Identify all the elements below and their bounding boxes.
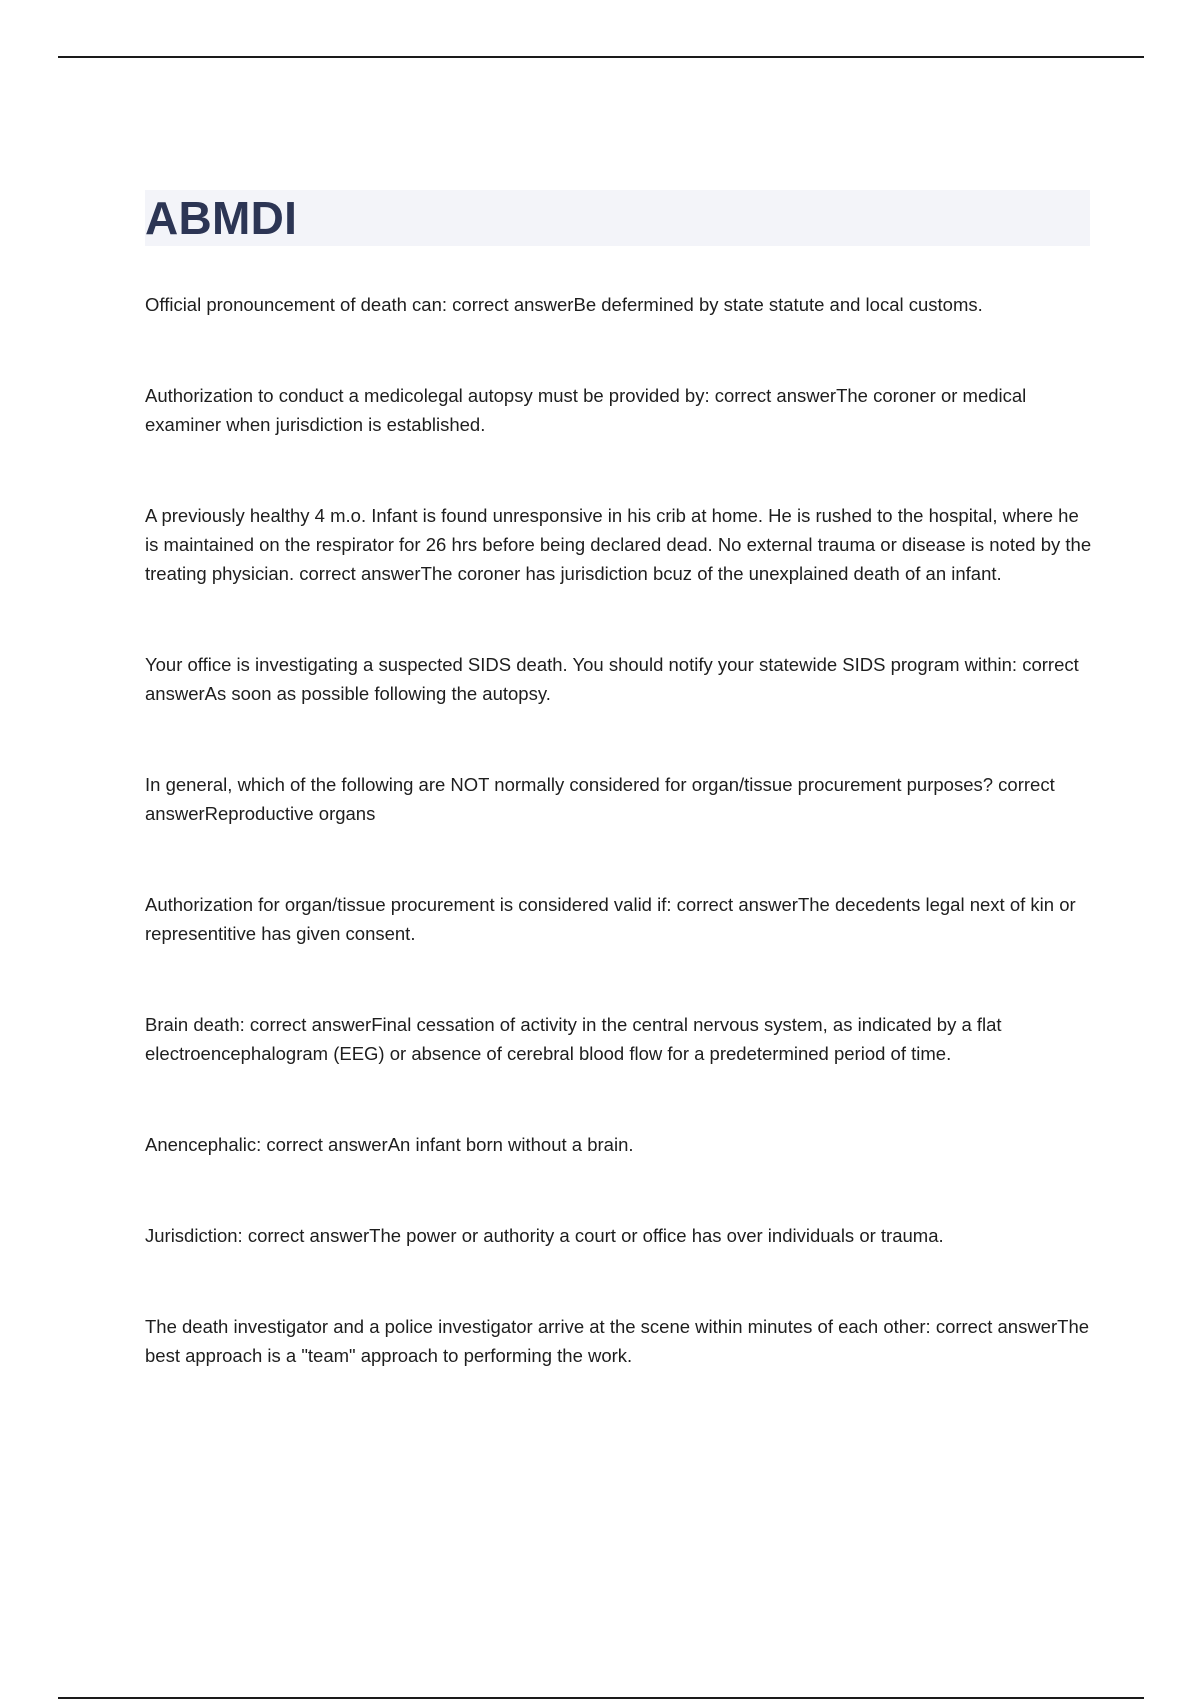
qa-item bbox=[145, 650, 1095, 708]
qa-item bbox=[145, 290, 1095, 319]
qa-item bbox=[145, 1221, 1095, 1250]
answer-text: The best approach is a "team" approach to performing the work. bbox=[145, 1316, 1090, 1366]
answer-text: Reproductive organs bbox=[204, 803, 376, 824]
document-title: ABMDI bbox=[145, 192, 298, 244]
qa-item bbox=[145, 381, 1095, 439]
bottom-rule bbox=[58, 1697, 1144, 1699]
question-text: A previously healthy 4 m.o. Infant is found unresponsive in his crib at home. He is rushed to the hospital, where he is maintained on the respirator for 26 hrs before being declared dead. No external trauma or disease is noted by the treating physician. bbox=[145, 505, 1092, 584]
answer-text: Final cessation of activity in the central nervous system, as indicated by a flat electroencephalogram (EEG) or absence of cerebral blood flow for a predetermined period of time. bbox=[145, 1014, 1002, 1064]
answer-prefix: correct answer bbox=[935, 1316, 1058, 1337]
question-text: Authorization for organ/tissue procurement is considered valid if: bbox=[145, 894, 677, 915]
qa-item bbox=[145, 1130, 1095, 1159]
answer-prefix: correct answer bbox=[145, 654, 1079, 704]
answer-prefix: correct answer bbox=[299, 563, 421, 584]
answer-prefix: correct answer bbox=[249, 1014, 372, 1035]
qa-item bbox=[145, 1312, 1095, 1370]
answer-text: The coroner or medical examiner when jurisdiction is established. bbox=[145, 385, 1027, 435]
question-text: Brain death: bbox=[145, 1014, 250, 1035]
title-band bbox=[145, 190, 1090, 246]
answer-prefix: correct answer bbox=[266, 1134, 388, 1155]
qa-item bbox=[145, 501, 1095, 588]
qa-list bbox=[145, 290, 1095, 1432]
top-rule bbox=[58, 56, 1144, 58]
qa-item bbox=[145, 890, 1095, 948]
question-text: Your office is investigating a suspected SIDS death. You should notify your statewide SIDS program within: bbox=[145, 654, 1023, 675]
answer-text: The power or authority a court or office has over individuals or trauma. bbox=[369, 1225, 944, 1246]
answer-text: The decedents legal next of kin or representitive has given consent. bbox=[145, 894, 1076, 944]
answer-text: As soon as possible following the autopsy. bbox=[204, 683, 551, 704]
question-text: In general, which of the following are NOT normally considered for organ/tissue procurement purposes? bbox=[145, 774, 999, 795]
question-text: Authorization to conduct a medicolegal autopsy must be provided by: bbox=[145, 385, 715, 406]
qa-item bbox=[145, 770, 1095, 828]
answer-prefix: correct answer bbox=[247, 1225, 370, 1246]
answer-prefix: correct answer bbox=[145, 774, 1055, 824]
question-text: Anencephalic: bbox=[145, 1134, 267, 1155]
question-text: Jurisdiction: bbox=[145, 1225, 248, 1246]
answer-prefix: correct answer bbox=[676, 894, 798, 915]
answer-prefix: correct answer bbox=[452, 294, 574, 315]
answer-prefix: correct answer bbox=[714, 385, 837, 406]
answer-text: Be defermined by state statute and local customs. bbox=[573, 294, 983, 315]
question-text: The death investigator and a police investigator arrive at the scene within minutes of each other: bbox=[145, 1316, 936, 1337]
answer-text: An infant born without a brain. bbox=[387, 1134, 634, 1155]
qa-item bbox=[145, 1010, 1095, 1068]
question-text: Official pronouncement of death can: bbox=[145, 294, 453, 315]
answer-text: The coroner has jurisdiction bcuz of the unexplained death of an infant. bbox=[420, 563, 1002, 584]
